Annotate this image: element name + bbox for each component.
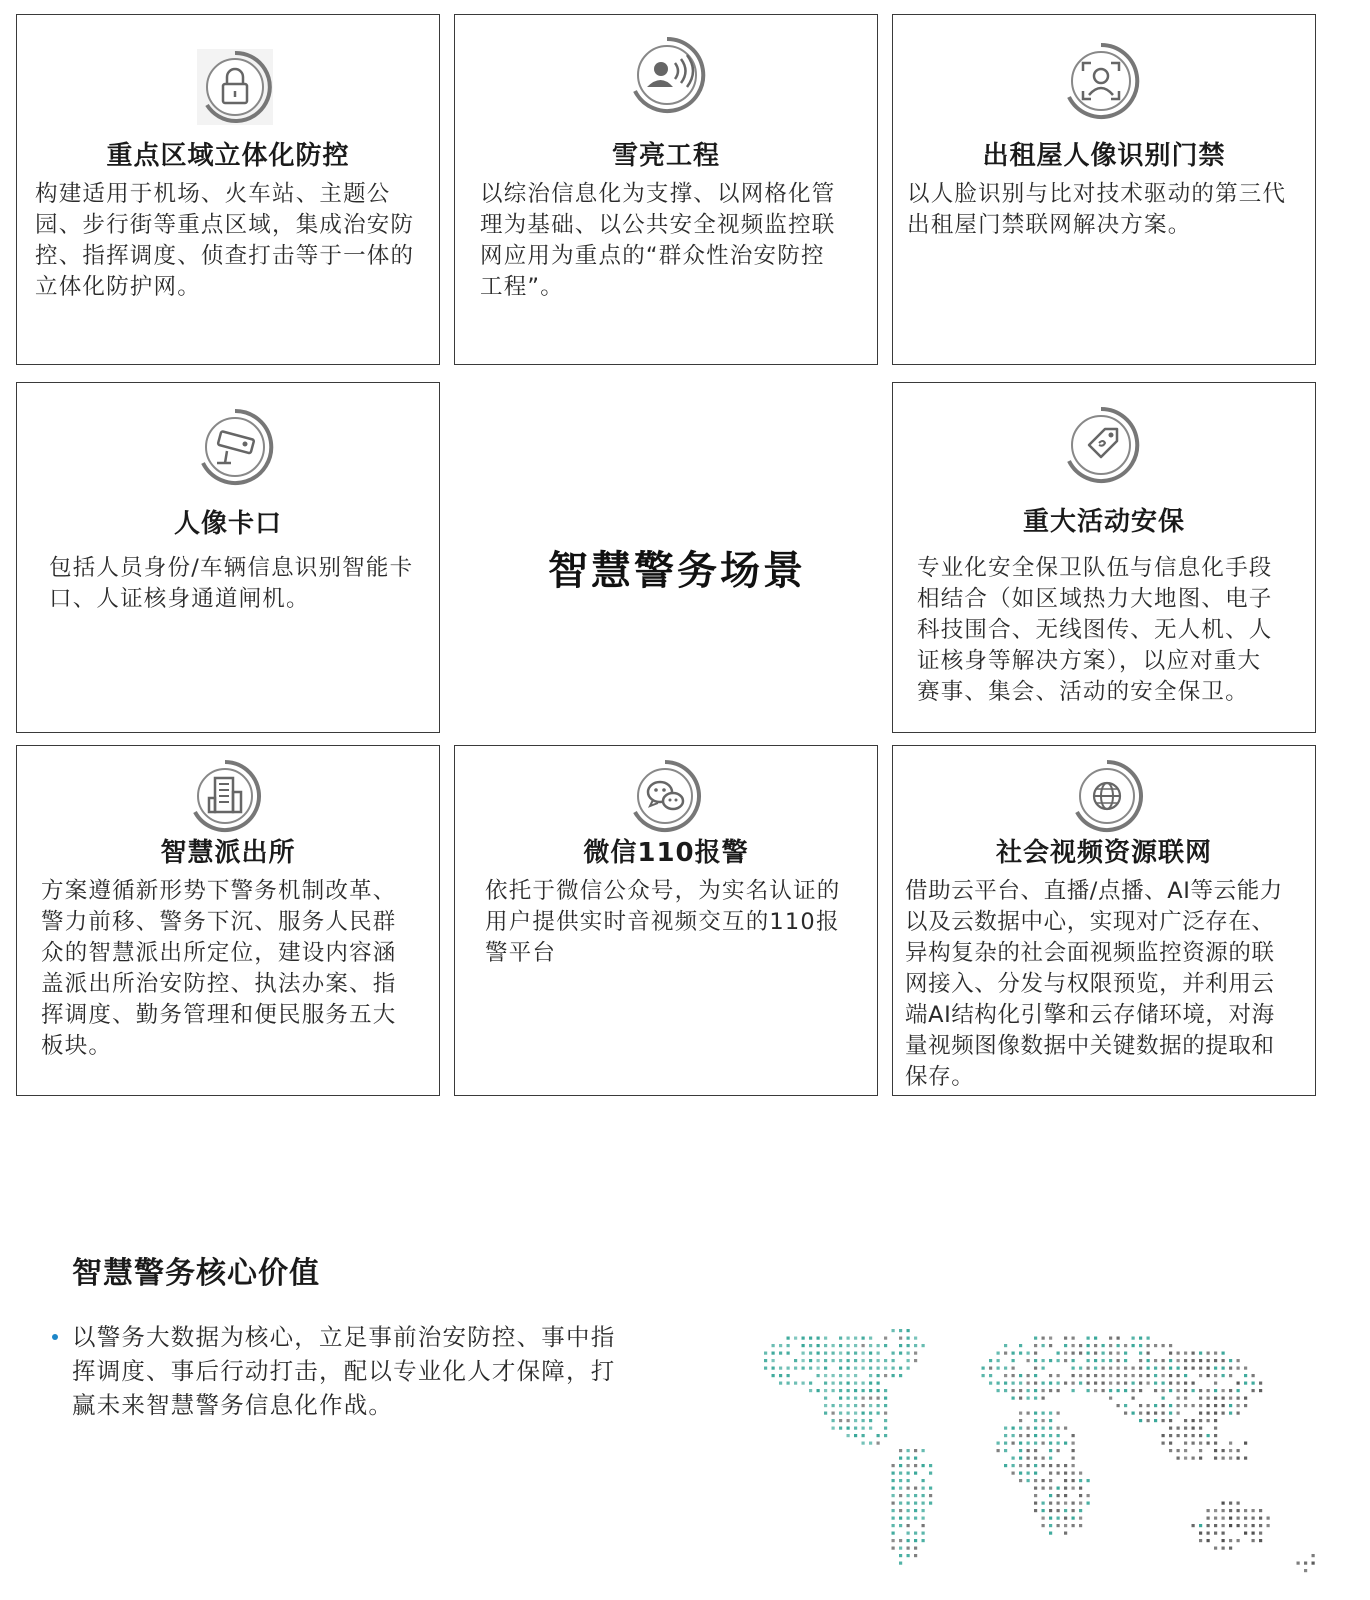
desc-line: 量视频图像数据中关键数据的提取和 <box>905 1033 1275 1059</box>
card-social-video <box>892 745 1316 1096</box>
card-desc <box>485 876 875 969</box>
card-zone-defense <box>16 14 440 365</box>
desc-line: 警平台 <box>485 940 557 966</box>
desc-line: 以综治信息化为支撑、以网格化管 <box>480 181 836 207</box>
card-title: 社会视频资源联网 <box>995 838 1212 868</box>
bullet-dot <box>52 1334 58 1340</box>
desc-line: 园、步行街等重点区域，集成治安防 <box>35 212 415 238</box>
card-smart-station <box>16 745 440 1096</box>
lock-icon <box>195 47 275 127</box>
desc-line: 方案遵循新形势下警务机制改革、 <box>41 878 397 904</box>
desc-line: 构建适用于机场、火车站、主题公 <box>35 181 391 207</box>
desc-line: 异构复杂的社会面视频监控资源的联 <box>905 940 1275 966</box>
globe-icon <box>1067 756 1147 836</box>
card-title: 重大活动安保 <box>1022 507 1185 537</box>
card-desc <box>49 553 434 615</box>
desc-line: 警力前移、警务下沉、服务人民群 <box>41 909 397 935</box>
dotted-world-map <box>760 1325 1340 1595</box>
desc-line: 赛事、集会、活动的安全保卫。 <box>917 679 1249 705</box>
card-desc <box>41 876 436 1062</box>
desc-line: 众的智慧派出所定位，建设内容涵 <box>41 940 397 966</box>
desc-line: 专业化安全保卫队伍与信息化手段 <box>917 555 1273 581</box>
face-scan-icon <box>1061 41 1141 121</box>
core-value-title: 智慧警务核心价值 <box>72 1256 320 1291</box>
camera-icon <box>195 407 275 487</box>
card-title: 微信110报警 <box>583 838 749 868</box>
desc-line: 挥调度、勤务管理和便民服务五大 <box>41 1002 397 1028</box>
tag-icon <box>1061 405 1141 485</box>
card-desc <box>35 179 430 303</box>
card-desc <box>905 876 1315 1093</box>
desc-line: 以及云数据中心，实现对广泛存在、 <box>905 909 1275 935</box>
desc-line: 端AI结构化引擎和云存储环境，对海 <box>905 1002 1275 1028</box>
desc-line: 网接入、分发与权限预览，并利用云 <box>905 971 1275 997</box>
desc-line: 网应用为重点的“群众性治安防控 <box>480 243 825 269</box>
chat-bubbles-icon <box>625 756 705 836</box>
voice-person-icon <box>627 35 707 115</box>
card-wechat-110 <box>454 745 878 1096</box>
core-line: 赢未来智慧警务信息化作战。 <box>72 1391 394 1419</box>
desc-line: 包括人员身份/车辆信息识别智能卡 <box>49 555 414 581</box>
core-line: 以警务大数据为核心，立足事前治安防控、事中指 <box>72 1323 616 1351</box>
card-title: 雪亮工程 <box>611 141 720 171</box>
desc-line: 用户提供实时音视频交互的110报 <box>485 909 840 935</box>
core-line: 挥调度、事后行动打击，配以专业化人才保障，打 <box>72 1357 616 1385</box>
core-value-list <box>50 1320 660 1422</box>
card-face-checkpoint <box>16 382 440 733</box>
desc-line: 盖派出所治安防控、执法办案、指 <box>41 971 397 997</box>
desc-line: 以人脸识别与比对技术驱动的第三代 <box>907 181 1287 207</box>
card-desc <box>480 179 870 303</box>
card-desc <box>917 553 1307 708</box>
desc-line: 工程”。 <box>480 274 564 300</box>
card-title: 出租屋人像识别门禁 <box>982 141 1226 171</box>
desc-line: 板块。 <box>41 1033 113 1059</box>
desc-line: 借助云平台、直播/点播、AI等云能力 <box>905 878 1283 904</box>
card-title: 人像卡口 <box>173 509 282 539</box>
desc-line: 控、指挥调度、侦查打击等于一体的 <box>35 243 415 269</box>
card-title: 智慧派出所 <box>160 838 296 868</box>
desc-line: 理为基础、以公共安全视频监控联 <box>480 212 836 238</box>
core-value-item <box>50 1320 660 1422</box>
desc-line: 保存。 <box>905 1064 975 1090</box>
desc-line: 相结合（如区域热力大地图、电子 <box>917 586 1273 612</box>
desc-line: 出租屋门禁联网解决方案。 <box>907 212 1192 238</box>
card-rental-access <box>892 14 1316 365</box>
section-title: 智慧警务场景 <box>548 547 806 594</box>
card-title: 重点区域立体化防控 <box>106 141 350 171</box>
desc-line: 口、人证核身通道闸机。 <box>49 586 310 612</box>
desc-line: 依托于微信公众号，为实名认证的 <box>485 878 841 904</box>
card-event-security <box>892 382 1316 733</box>
desc-line: 科技围合、无线图传、无人机、人 <box>917 617 1273 643</box>
desc-line: 立体化防护网。 <box>35 274 201 300</box>
building-icon <box>185 756 265 836</box>
card-xueliang <box>454 14 878 365</box>
desc-line: 证核身等解决方案），以应对重大 <box>917 648 1262 674</box>
card-desc <box>907 179 1312 241</box>
